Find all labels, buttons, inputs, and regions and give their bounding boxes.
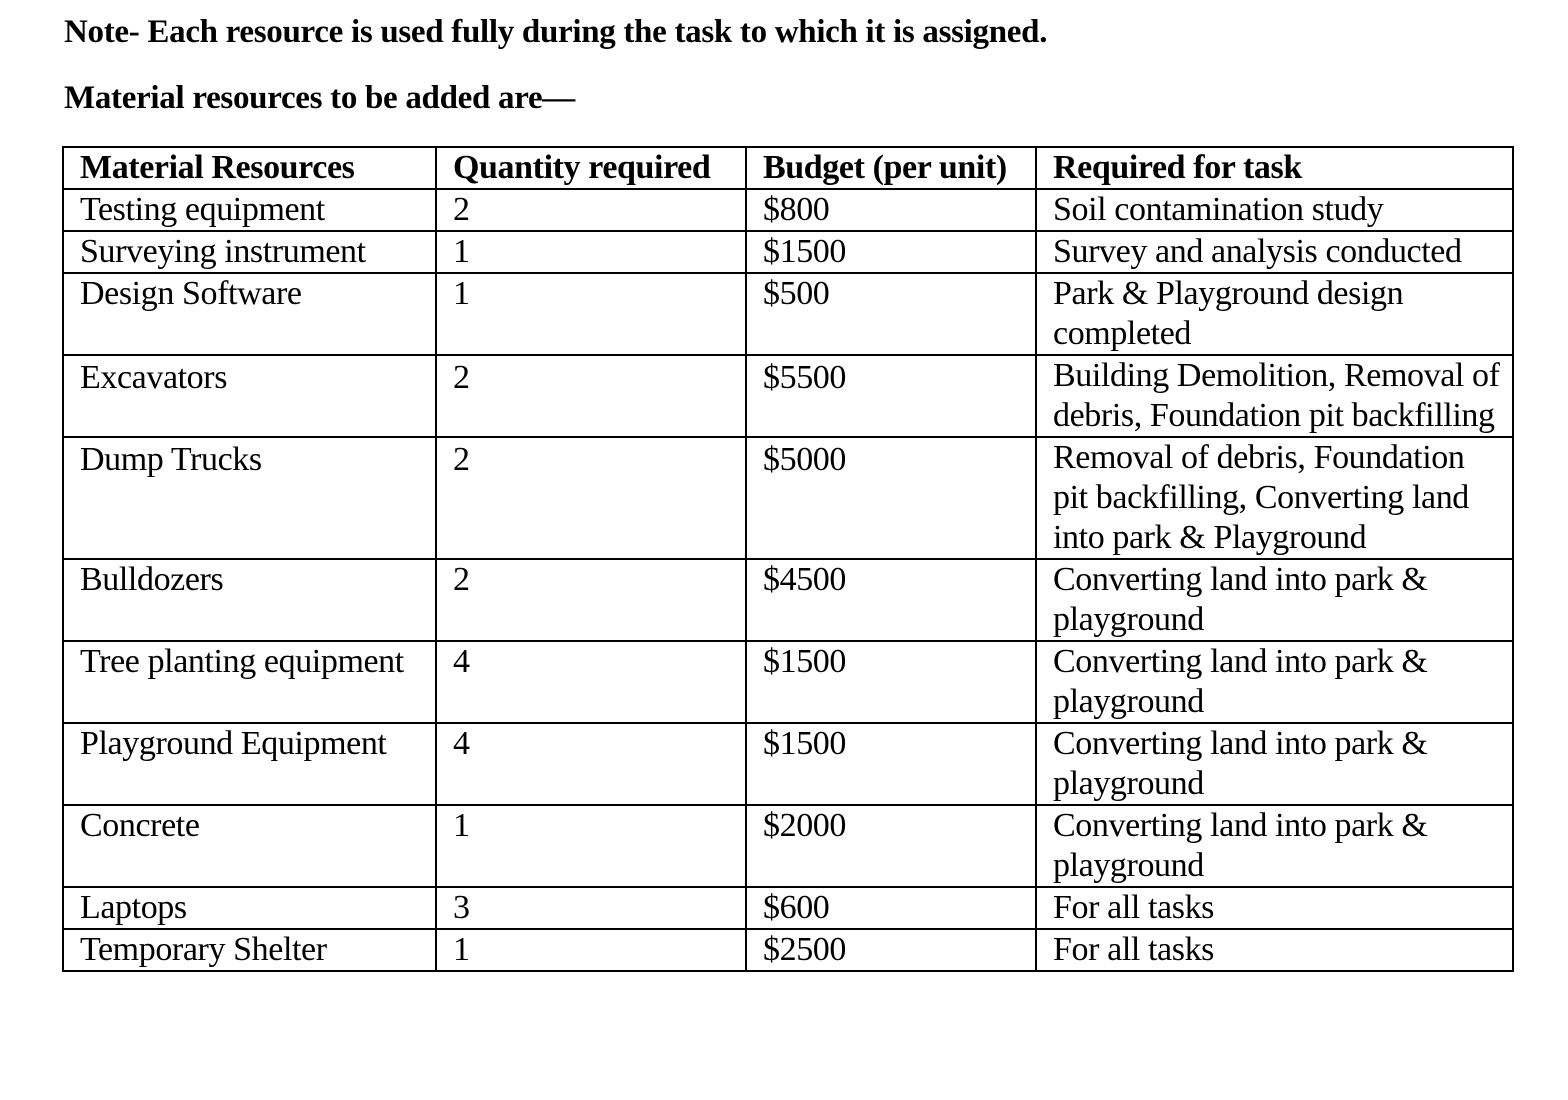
task-cell: Converting land into park & playground bbox=[1036, 805, 1513, 887]
table-row bbox=[63, 887, 1513, 929]
table-row bbox=[63, 723, 1513, 805]
budget-cell: $500 bbox=[746, 273, 1036, 355]
budget-cell: $4500 bbox=[746, 559, 1036, 641]
quantity-cell: 1 bbox=[436, 805, 746, 887]
task-cell: Converting land into park & playground bbox=[1036, 641, 1513, 723]
table-row bbox=[63, 273, 1513, 355]
budget-cell: $2500 bbox=[746, 929, 1036, 971]
material-resources-table bbox=[62, 146, 1514, 972]
table-row bbox=[63, 559, 1513, 641]
task-cell: Park & Playground design completed bbox=[1036, 273, 1513, 355]
header-material-resources: Material Resources bbox=[63, 147, 436, 189]
table-row bbox=[63, 929, 1513, 971]
quantity-cell: 1 bbox=[436, 231, 746, 273]
budget-cell: $1500 bbox=[746, 723, 1036, 805]
budget-cell: $2000 bbox=[746, 805, 1036, 887]
header-quantity-required: Quantity required bbox=[436, 147, 746, 189]
table-row bbox=[63, 355, 1513, 437]
task-cell: Converting land into park & playground bbox=[1036, 723, 1513, 805]
header-row bbox=[63, 147, 1513, 189]
task-cell: Converting land into park & playground bbox=[1036, 559, 1513, 641]
resource-name: Testing equipment bbox=[63, 189, 436, 231]
header-budget-per-unit: Budget (per unit) bbox=[746, 147, 1036, 189]
resource-name: Excavators bbox=[63, 355, 436, 437]
resource-name: Concrete bbox=[63, 805, 436, 887]
task-cell: For all tasks bbox=[1036, 929, 1513, 971]
resource-name: Temporary Shelter bbox=[63, 929, 436, 971]
table-row bbox=[63, 231, 1513, 273]
budget-cell: $800 bbox=[746, 189, 1036, 231]
task-cell: Survey and analysis conducted bbox=[1036, 231, 1513, 273]
table-row bbox=[63, 189, 1513, 231]
resource-name: Bulldozers bbox=[63, 559, 436, 641]
task-cell: Removal of debris, Foundation pit backfilling, Converting land into park & Playground bbox=[1036, 437, 1513, 559]
resource-name: Design Software bbox=[63, 273, 436, 355]
resource-name: Tree planting equipment bbox=[63, 641, 436, 723]
quantity-cell: 3 bbox=[436, 887, 746, 929]
note-text: Note- Each resource is used fully during the task to which it is assigned. bbox=[64, 14, 1048, 50]
quantity-cell: 2 bbox=[436, 559, 746, 641]
resource-name: Surveying instrument bbox=[63, 231, 436, 273]
task-cell: For all tasks bbox=[1036, 887, 1513, 929]
section-heading: Material resources to be added are— bbox=[64, 80, 575, 116]
table-row bbox=[63, 641, 1513, 723]
budget-cell: $1500 bbox=[746, 231, 1036, 273]
budget-cell: $5500 bbox=[746, 355, 1036, 437]
table-row bbox=[63, 805, 1513, 887]
resource-name: Laptops bbox=[63, 887, 436, 929]
task-cell: Soil contamination study bbox=[1036, 189, 1513, 231]
quantity-cell: 2 bbox=[436, 437, 746, 559]
quantity-cell: 1 bbox=[436, 273, 746, 355]
quantity-cell: 4 bbox=[436, 641, 746, 723]
budget-cell: $600 bbox=[746, 887, 1036, 929]
resource-name: Playground Equipment bbox=[63, 723, 436, 805]
table-row bbox=[63, 437, 1513, 559]
header-required-for-task: Required for task bbox=[1036, 147, 1513, 189]
quantity-cell: 1 bbox=[436, 929, 746, 971]
task-cell: Building Demolition, Removal of debris, Foundation pit backfilling bbox=[1036, 355, 1513, 437]
quantity-cell: 2 bbox=[436, 355, 746, 437]
quantity-cell: 4 bbox=[436, 723, 746, 805]
quantity-cell: 2 bbox=[436, 189, 746, 231]
budget-cell: $1500 bbox=[746, 641, 1036, 723]
resource-name: Dump Trucks bbox=[63, 437, 436, 559]
budget-cell: $5000 bbox=[746, 437, 1036, 559]
